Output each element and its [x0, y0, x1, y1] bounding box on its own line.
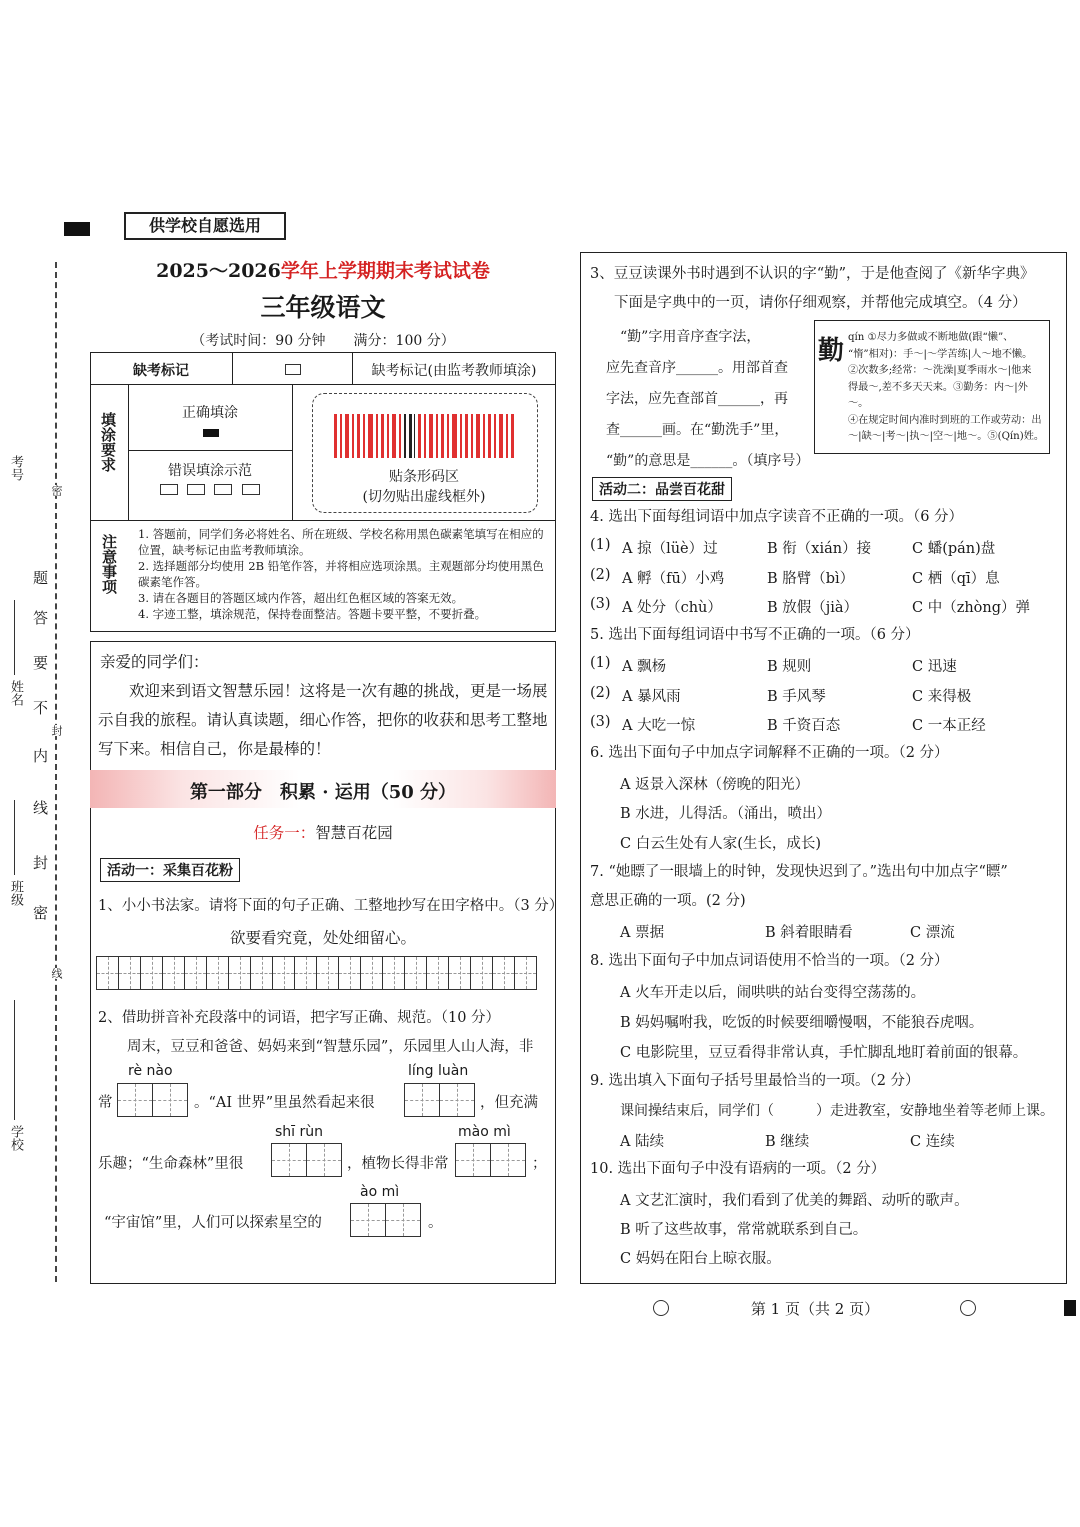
wrong-mark-2-icon — [187, 484, 205, 495]
q10-text: 10. 选出下面句子中没有语病的一项。（2 分） — [590, 1161, 886, 1177]
q5-option[interactable]: A 暴风雨 — [622, 688, 681, 705]
q6-text: 6. 选出下面句子中加点字词解释不正确的一项。（2 分） — [590, 745, 949, 761]
fill-right-col — [292, 384, 293, 520]
q8-text: 8. 选出下面句子中加点词语使用不恰当的一项。（2 分） — [590, 953, 949, 969]
q7-option-a[interactable]: A 票据 — [620, 925, 665, 941]
q1-sentence: 欲要看究竟，处处细留心。 — [229, 929, 416, 947]
grid-cell[interactable] — [492, 956, 515, 990]
grid-cell[interactable] — [448, 956, 471, 990]
q10-option-a[interactable]: A 文艺汇演时，我们看到了优美的舞蹈、动听的歌声。 — [620, 1193, 969, 1209]
q5-row — [590, 714, 1060, 744]
grid-cell[interactable] — [118, 956, 141, 990]
q3-left-line: “勤”字用音序查字法， — [620, 329, 761, 345]
q4-row — [590, 537, 1060, 567]
grid-cell[interactable] — [206, 956, 229, 990]
q2-line1: 周末，豆豆和爸爸、妈妈来到“智慧乐园”，乐园里人山人海，非 — [127, 1039, 534, 1055]
fill-correct-label: 正确填涂 — [182, 405, 238, 421]
grid-cell[interactable] — [228, 956, 251, 990]
fill-correct-mark — [203, 429, 219, 437]
q4-row — [590, 596, 1060, 626]
q5-row — [590, 655, 1060, 685]
grid-cell[interactable] — [338, 956, 361, 990]
binding-xian: 线 — [31, 800, 49, 815]
q8-option-a[interactable]: A 火车开走以后，闹哄哄的站台变得空荡荡的。 — [620, 985, 926, 1001]
q2-blank5[interactable] — [351, 1203, 421, 1237]
top-tag: 供学校自愿选用 — [124, 212, 286, 240]
q6-option-b[interactable]: B 水进，儿得活。（涌出，喷出） — [620, 806, 832, 822]
grid-cell[interactable] — [294, 956, 317, 990]
q10-option-c[interactable]: C 妈妈在阳台上晾衣服。 — [620, 1251, 781, 1267]
grid-cell[interactable] — [514, 956, 537, 990]
q5-option[interactable]: A 飘杨 — [622, 659, 667, 675]
footer-page: 第 1 页（共 2 页） — [750, 1300, 880, 1318]
registration-mark-right-icon — [960, 1300, 976, 1316]
binding-nei: 内 — [31, 748, 49, 763]
notice-top-line — [90, 520, 556, 521]
q2-t7: “宇宙馆”里，人们可以探索星空的 — [104, 1215, 322, 1231]
q4-text: 4. 选出下面每组词语中加点字读音不正确的一项。（6 分） — [590, 509, 964, 525]
q5-option[interactable]: C 来得极 — [912, 688, 972, 705]
binding-da: 答 — [31, 610, 49, 625]
grid-cell[interactable] — [382, 956, 405, 990]
q2-t2: 。“AI 世界”里虽然看起来很 — [194, 1095, 375, 1111]
q8-option-c[interactable]: C 电影院里，豆豆看得非常认真，手忙脚乱地盯着前面的银幕。 — [620, 1045, 1028, 1061]
q3-left-line: 应先查音序______。用部首查 — [606, 360, 788, 376]
q3-line1: 3、豆豆读课外书时遇到不认识的字“勤”，于是他查阅了《新华字典》 — [590, 266, 1035, 282]
q4-option[interactable]: A 处分（chù） — [622, 600, 722, 616]
q1-text: 1、小小书法家。请将下面的句子正确、工整地抄写在田字格中。（3 分） — [98, 898, 564, 914]
q2-blank4[interactable] — [456, 1143, 526, 1177]
q9-option-a[interactable]: A 陆续 — [620, 1134, 665, 1150]
notice-items — [138, 526, 550, 622]
dict-line: 得最～,差不多天天来。③勤务：内～|外～。 — [848, 381, 1028, 409]
q5-option[interactable]: B 手风琴 — [767, 688, 826, 705]
barcode-sub: (切勿贴出虚线框外) — [362, 489, 486, 505]
q5-option[interactable]: B 规则 — [767, 659, 812, 675]
barcode-title: 贴条形码区 — [389, 469, 459, 485]
q8-option-b[interactable]: B 妈妈嘱咐我，吃饭的时候要细嚼慢咽，不能狼吞虎咽。 — [620, 1015, 984, 1031]
q2-blank3[interactable] — [272, 1143, 342, 1177]
activity1-tag: 活动一：采集百花粉 — [100, 858, 240, 882]
subject-title: 三年级语文 — [260, 293, 386, 322]
binding-mi: 密 — [50, 485, 63, 496]
label-xingming: 姓名 — [8, 680, 23, 706]
dict-lines — [848, 330, 1046, 446]
dict-line: qín ①尽力多做或不断地做(跟“懒”、 — [848, 332, 1014, 343]
greeting-salutation: 亲爱的同学们： — [100, 653, 209, 671]
grid-cell[interactable] — [470, 956, 493, 990]
q2-t8: 。 — [428, 1215, 443, 1231]
q2-pinyin4: mào mì — [458, 1124, 511, 1140]
q7-line2: 意思正确的一项。(2 分) — [590, 893, 746, 909]
blank-xingming[interactable] — [14, 600, 15, 675]
label-xuexiao: 学校 — [8, 1125, 23, 1151]
q2-t5: ，植物长得非常 — [347, 1156, 449, 1172]
q2-pinyin5: ào mì — [360, 1184, 400, 1200]
q4-row-number: (3) — [590, 596, 611, 612]
q2-t1: 常 — [98, 1095, 113, 1111]
q4-option[interactable]: C 栖（qī）息 — [912, 570, 1000, 587]
binding-kaohao: 考号 — [8, 455, 23, 481]
q4-row — [590, 567, 1060, 597]
absent-row-line — [90, 384, 556, 385]
activity2-tag: 活动二：品尝百花甜 — [592, 477, 732, 501]
notice-item: 4. 字迹工整，填涂规范，保持卷面整洁。答题卡要平整，不要折叠。 — [138, 607, 487, 621]
fill-label: 填涂要求 — [99, 412, 117, 472]
absent-label: 缺考标记 — [133, 363, 189, 379]
q4-option[interactable]: A 孵（fū）小鸡 — [622, 570, 725, 587]
label-banji: 班级 — [8, 880, 23, 906]
exam-info: （考试时间：90 分钟 满分：100 分） — [191, 333, 455, 349]
dict-line: ～|缺～|考～|执～|空～|地～。⑤(Qín)姓。 — [848, 431, 1045, 442]
q2-t6: ； — [532, 1156, 547, 1172]
q9-sentence: 课间操结束后，同学们（ ）走进教室，安静地坐着等老师上课。 — [620, 1103, 1054, 1119]
notice-item: 1. 答题前，同学们务必将姓名、所在班级、学校名称用黑色碳素笔填写在相应的位置，缺考标记由监考教师填涂。 — [138, 527, 544, 557]
fill-label-col — [128, 384, 129, 520]
q5-option[interactable]: C 迅速 — [912, 659, 957, 675]
exam-title: 2025～2026学年上学期期末考试试卷 — [156, 260, 490, 282]
q4-option[interactable]: A 掠（lüè）过 — [622, 541, 718, 557]
q2-pinyin2: líng luàn — [408, 1063, 469, 1079]
dict-line: ④在规定时间内准时到班的工作或劳动：出 — [848, 414, 1042, 426]
task1-title: 任务一：智慧百花园 — [253, 824, 393, 842]
q5-row-number: (2) — [590, 684, 611, 701]
q7-option-c[interactable]: C 漂流 — [910, 925, 955, 941]
binding-bu: 不 — [31, 700, 49, 715]
blank-xuexiao[interactable] — [14, 1000, 15, 1120]
dict-line: ②次数多;经常：～洗澡|夏季雨水～|他来 — [848, 365, 1032, 376]
dict-line: “惰”相对)：手～|～学苦练|人～地不懒。 — [848, 348, 1033, 360]
grid-cell[interactable] — [404, 956, 427, 990]
q5-row-number: (3) — [590, 714, 611, 730]
wrong-mark-1-icon — [160, 484, 178, 495]
q4-options[interactable] — [590, 537, 1060, 626]
notice-item: 3. 请在各题目的答题区域内作答，超出红色框区域的答案无效。 — [138, 591, 464, 605]
q4-row-number: (2) — [590, 566, 611, 583]
binding-mi2: 密 — [31, 905, 49, 920]
blank-banji[interactable] — [14, 800, 15, 875]
binding-yao: 要 — [31, 655, 49, 670]
q2-pinyin3: shī rùn — [275, 1124, 324, 1140]
binding-ti: 题 — [31, 570, 49, 585]
grid-cell[interactable] — [426, 956, 449, 990]
q4-option[interactable]: C 中（zhòng）弹 — [912, 600, 1031, 616]
corner-mark-bottom — [1064, 1300, 1076, 1316]
q5-option[interactable]: C 一本正经 — [912, 718, 986, 734]
grid-cell[interactable] — [96, 956, 119, 990]
grid-cell[interactable] — [162, 956, 185, 990]
binding-xian2: 线 — [50, 968, 63, 979]
q5-text: 5. 选出下面每组词语中书写不正确的一项。（6 分） — [590, 627, 920, 643]
q6-option-a[interactable]: A 返景入深林（傍晚的阳光） — [620, 777, 810, 793]
q2-t3: ，但充满 — [480, 1095, 538, 1111]
absent-checkbox[interactable] — [285, 364, 301, 375]
q5-row — [590, 685, 1060, 715]
q9-option-c[interactable]: C 连续 — [910, 1134, 955, 1150]
grid-cell[interactable] — [316, 956, 339, 990]
q4-option[interactable]: B 胳臂（bì） — [767, 570, 855, 587]
q7-option-b[interactable]: B 斜着眼睛看 — [765, 925, 853, 941]
q5-option[interactable]: B 千资百态 — [767, 718, 841, 734]
grid-cell[interactable] — [250, 956, 273, 990]
q5-options[interactable] — [590, 655, 1060, 744]
binding-feng2: 封 — [50, 725, 63, 736]
absent-note: 缺考标记(由监考教师填涂) — [371, 363, 537, 379]
fill-wrong-label: 错误填涂示范 — [168, 463, 252, 479]
q2-text: 2、借助拼音补充段落中的词语，把字写正确、规范。（10 分） — [98, 1010, 501, 1026]
q4-option[interactable]: C 蟠(pán)盘 — [912, 541, 996, 557]
grid-cell[interactable] — [360, 956, 383, 990]
q3-left-text — [606, 322, 810, 477]
q4-option[interactable]: B 放假（jià） — [767, 600, 859, 616]
q4-option[interactable]: B 衔（xián）接 — [767, 541, 872, 557]
wrong-mark-4-icon — [242, 484, 260, 495]
q6-option-c[interactable]: C 白云生处有人家(生长，成长) — [620, 836, 822, 852]
q2-blank1[interactable] — [118, 1083, 188, 1117]
q5-row-number: (1) — [590, 655, 611, 671]
fill-mid-line — [128, 450, 292, 451]
q4-row-number: (1) — [590, 537, 611, 553]
notice-item: 2. 选择题部分均使用 2B 铅笔作答，并将相应选项涂黑。主观题部分均使用黑色碳素笔作答。 — [138, 559, 544, 589]
grid-cell[interactable] — [140, 956, 163, 990]
part-header: 第一部分 积累 · 运用（50 分） — [189, 782, 457, 803]
dict-char: 勤 — [818, 336, 845, 366]
q2-pinyin1: rè nào — [128, 1063, 173, 1079]
wrong-mark-3-icon — [214, 484, 232, 495]
q10-option-b[interactable]: B 听了这些故事，常常就联系到自己。 — [620, 1222, 868, 1238]
q9-option-b[interactable]: B 继续 — [765, 1134, 810, 1150]
grid-cell[interactable] — [272, 956, 295, 990]
q3-line2: 下面是字典中的一页，请你仔细观察，并帮他完成填空。（4 分） — [614, 295, 1027, 311]
q1-writing-grid[interactable] — [97, 956, 537, 990]
q7-line1: 7. “她瞟了一眼墙上的时钟，发现快迟到了。”选出句中加点字“瞟” — [590, 864, 1008, 880]
corner-mark — [64, 222, 90, 236]
greeting-body: 欢迎来到语文智慧乐园！这将是一次有趣的挑战，更是一场展示自我的旅程。请认真读题，细心作答，把你的收获和思考工整地写下来。相信自己，你是最棒的！ — [98, 682, 548, 758]
q2-blank2[interactable] — [405, 1083, 475, 1117]
q3-left-line: 字法，应先查部首______，再 — [606, 391, 788, 407]
binding-dash-line — [55, 262, 57, 1282]
absent-divider-1 — [232, 352, 233, 384]
q3-left-line: 查______画。在“勤洗手”里， — [606, 422, 789, 438]
notice-label: 注意事项 — [100, 534, 118, 594]
registration-mark-left-icon — [653, 1300, 669, 1316]
binding-feng: 封 — [31, 855, 49, 870]
q5-option[interactable]: A 大吃一惊 — [622, 718, 696, 734]
q9-text: 9. 选出填入下面句子括号里最恰当的一项。（2 分） — [590, 1073, 920, 1089]
barcode-icon — [334, 414, 514, 458]
grid-cell[interactable] — [184, 956, 207, 990]
fill-wrong-marks — [160, 484, 260, 498]
q3-left-line: “勤”的意思是______。（填序号） — [606, 453, 810, 469]
q2-t4: 乐趣；“生命森林”里很 — [98, 1156, 244, 1172]
